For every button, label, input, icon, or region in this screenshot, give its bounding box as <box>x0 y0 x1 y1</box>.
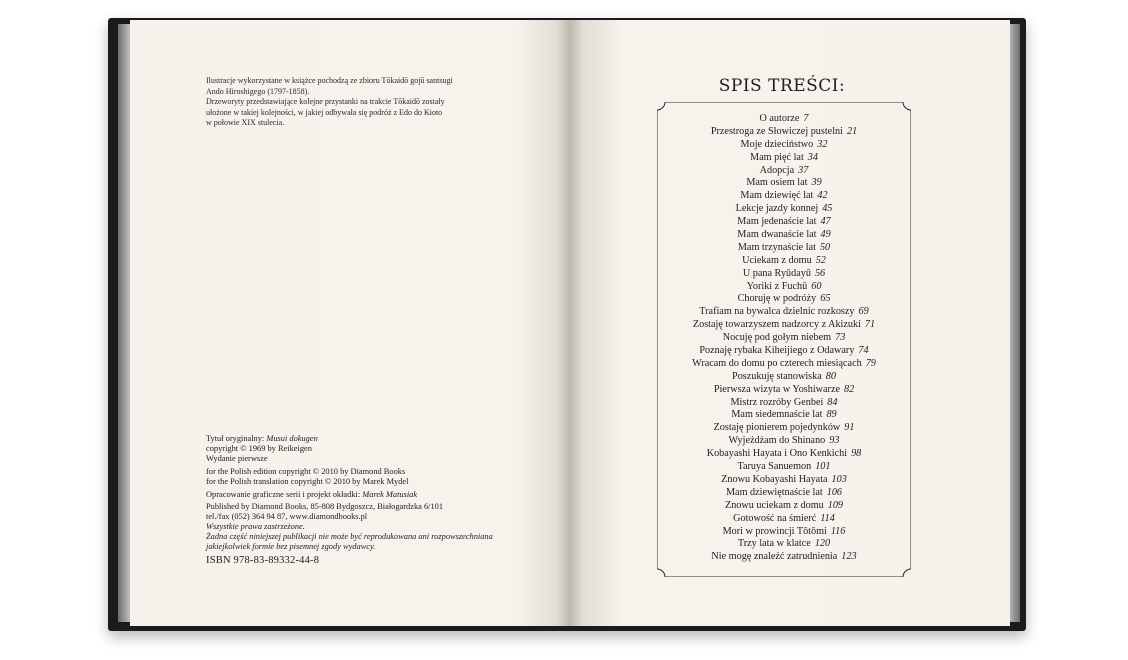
toc-entry-page: 89 <box>826 409 837 421</box>
toc-entry-title: Mam osiem lat <box>746 177 808 189</box>
toc-entry-page: 7 <box>803 113 809 124</box>
toc-entry <box>657 487 911 500</box>
toc-title: SPIS TREŚCI: <box>718 76 846 96</box>
toc-entry-title: Wyjeżdżam do Shinano <box>728 435 826 447</box>
toc-entry-page: 39 <box>811 177 822 189</box>
toc-entry-title: Adopcja <box>759 164 795 176</box>
toc-entry-page: 52 <box>815 254 826 266</box>
toc-entry-title: Nie mogę znaleźć zatrudnienia <box>711 551 838 563</box>
toc-entry <box>657 229 911 242</box>
illustration-note-line: Ando Hiroshigego (1797-1858). <box>206 86 310 96</box>
toc-entry <box>657 551 911 564</box>
illustration-note <box>206 76 526 129</box>
toc-entry-title: Kobayashi Hayata i Ono Kenkichi <box>706 448 848 460</box>
toc-entry <box>657 319 911 332</box>
toc-entry-page: 93 <box>829 435 840 447</box>
toc-entry-page: 82 <box>844 383 855 395</box>
toc-entry-page: 49 <box>820 229 831 241</box>
toc-entry-title: Moje dzieciństwo <box>740 138 814 150</box>
toc-entry-page: 84 <box>827 396 838 408</box>
toc-entry <box>657 190 911 203</box>
toc-entry <box>657 461 911 474</box>
toc-entry <box>657 113 911 126</box>
toc-entry-page: 103 <box>831 473 847 485</box>
toc-entry <box>657 513 911 526</box>
toc-entry-page: 34 <box>807 151 818 163</box>
toc-entry-title: Mam dwanaście lat <box>737 229 817 241</box>
toc-entry-page: 45 <box>822 203 833 215</box>
toc-entry-page: 79 <box>865 357 876 369</box>
toc-entry-page: 114 <box>820 512 835 524</box>
illustration-note-line: Ilustracje wykorzystane w książce pochodzą ze zbioru Tōkaidō gojū santsugi <box>206 76 453 85</box>
toc-entry <box>657 332 911 345</box>
toc-entry-page: 21 <box>846 125 858 137</box>
toc-entry-page: 69 <box>858 306 869 318</box>
reproduction-notice: Żadna część niniejszej publikacji nie może być reprodukowana ani rozpowszechniana <box>206 532 493 542</box>
toc-entry-title: Gotowość na śmierć <box>733 512 817 524</box>
toc-entry <box>657 203 911 216</box>
toc-entry-page: 101 <box>815 461 831 473</box>
toc-entry-page: 42 <box>817 190 828 202</box>
toc-entry <box>657 435 911 448</box>
design-label: Opracowanie graficzne serii i projekt okładki: <box>206 489 363 499</box>
toc-entry-title: O autorze <box>759 113 800 124</box>
toc-entry-title: Choruję w podróży <box>737 293 817 305</box>
toc-entry-title: Mam dziewięć lat <box>740 190 814 202</box>
toc-entry <box>657 139 911 152</box>
toc-entry <box>657 422 911 435</box>
toc-entry-title: Taruya Sanuemon <box>737 461 812 473</box>
rights-reserved: Wszystkie prawa zastrzeżone. <box>206 522 305 532</box>
toc-entry-page: 50 <box>819 241 831 253</box>
toc-entry-title: Nocuję pod gołym niebem <box>722 332 832 344</box>
toc-entry-title: Znowu uciekam z domu <box>724 499 824 511</box>
toc-entry-page: 56 <box>814 267 826 279</box>
toc-entry <box>657 216 911 229</box>
toc-entry-page: 106 <box>826 486 843 498</box>
toc-entry <box>657 306 911 319</box>
toc-entry-title: U pana Ryūdayū <box>742 267 811 279</box>
toc-entry-title: Mam siedemnaście lat <box>731 409 823 421</box>
toc-entry-title: Uciekam z domu <box>742 254 812 266</box>
toc-entry-title: Mam pięć lat <box>750 151 804 163</box>
isbn: ISBN 978-83-89332-44-8 <box>206 554 320 566</box>
toc-entry-page: 91 <box>844 422 855 434</box>
design-credit <box>206 490 546 500</box>
toc-entry-title: Lekcje jazdy konnej <box>735 203 819 215</box>
toc-entry-title: Mori w prowincji Tōtōmi <box>722 525 827 537</box>
toc-entry <box>657 293 911 306</box>
toc-entry <box>657 281 911 294</box>
toc-entry <box>657 474 911 487</box>
toc-entry <box>657 177 911 190</box>
toc-entry-title: Wracam do domu po czterech miesiącach <box>692 357 862 369</box>
toc-entry-page: 37 <box>798 164 809 176</box>
toc-entry <box>657 345 911 358</box>
toc-entry-title: Yoriki z Fuchū <box>746 280 808 292</box>
toc-entry <box>657 126 911 139</box>
toc-entry-page: 60 <box>811 280 822 292</box>
toc-entry-page: 80 <box>825 370 836 382</box>
toc-entry <box>657 397 911 410</box>
toc-entry-page: 120 <box>814 538 831 550</box>
edition: Wydanie pierwsze <box>206 453 268 463</box>
toc-entry-title: Trzy lata w klatce <box>737 538 811 550</box>
toc-entry-title: Trafiam na bywalca dzielnic rozkoszy <box>699 306 855 318</box>
toc-entry <box>657 165 911 178</box>
toc-entry <box>657 500 911 513</box>
toc-entry-title: Znowu Kobayashi Hayata <box>721 473 828 485</box>
copyright-block <box>206 434 546 566</box>
toc-entry <box>657 526 911 539</box>
toc-entry-title: Mam trzynaście lat <box>737 241 816 253</box>
illustration-note-line: w połowie XIX stulecia. <box>206 118 285 128</box>
toc-entry-title: Mam jedenaście lat <box>737 216 817 228</box>
toc-entry-page: 65 <box>820 293 831 305</box>
toc-entry-page: 116 <box>830 525 846 537</box>
toc-entry-title: Zostaję pionierem pojedynków <box>713 422 841 434</box>
toc-entry <box>657 371 911 384</box>
original-title-line <box>206 434 546 444</box>
toc-entry-title: Pierwsza wizyta w Yoshiwarze <box>713 383 840 395</box>
copyright-polish-edition: for the Polish edition copyright © 2010 by Diamond Books <box>206 466 406 476</box>
illustration-note-line: Drzeworyty przedstawiające kolejne przystanki na trakcie Tōkaidō zostały <box>206 97 445 107</box>
toc-entry <box>657 358 911 371</box>
toc-entry <box>657 384 911 397</box>
toc-entry-page: 71 <box>864 319 876 331</box>
toc-entry-page: 73 <box>835 332 846 344</box>
toc-entry-title: Zostaję towarzyszem nadzorcy z Akizuki <box>692 319 861 331</box>
toc-entry-title: Mam dziewiętnaście lat <box>725 486 823 498</box>
toc-entry-page: 47 <box>820 216 831 228</box>
toc-entry <box>657 538 911 551</box>
publisher-address: Published by Diamond Books, 85-808 Bydgoszcz, Białogardzka 6/101 <box>206 502 444 512</box>
toc-entry-page: 32 <box>817 138 828 150</box>
toc-entry-page: 123 <box>841 551 857 563</box>
toc-entry <box>657 448 911 461</box>
original-title-label: Tytuł oryginalny: <box>206 434 267 443</box>
toc-entry-title: Poszukuję stanowiska <box>732 370 822 382</box>
original-title: Musui dokugen <box>266 434 318 443</box>
copyright-polish-translation: for the Polish translation copyright © 2010 by Marek Mydel <box>206 476 409 486</box>
toc-entry <box>657 152 911 165</box>
toc-entry-title: Przestroga ze Słowiczej pustelni <box>710 125 843 137</box>
designer-name: Marek Matusiak <box>362 489 418 499</box>
toc-entry-title: Mistrz rozróby Genbei <box>730 396 824 408</box>
toc-entry-page: 109 <box>827 499 844 511</box>
table-of-contents <box>657 113 911 564</box>
publisher-contact: tel./fax (052) 364 94 87, www.diamondbooks.pl <box>206 512 368 522</box>
toc-entry-page: 74 <box>858 345 869 357</box>
toc-entry-title: Poznaję rybaka Kiheijiego z Odawary <box>699 345 855 357</box>
reproduction-notice: jakiejkolwiek formie bez pisemnej zgody wydawcy. <box>206 542 376 552</box>
toc-entry-page: 98 <box>851 448 862 460</box>
toc-entry <box>657 255 911 268</box>
illustration-note-line: ułożone w takiej kolejności, w jakiej odbywała się podróż z Edo do Kioto <box>206 107 443 117</box>
copyright-original: copyright © 1969 by Reikeigen <box>206 443 312 453</box>
toc-entry <box>657 268 911 281</box>
toc-entry <box>657 242 911 255</box>
toc-entry <box>657 409 911 422</box>
